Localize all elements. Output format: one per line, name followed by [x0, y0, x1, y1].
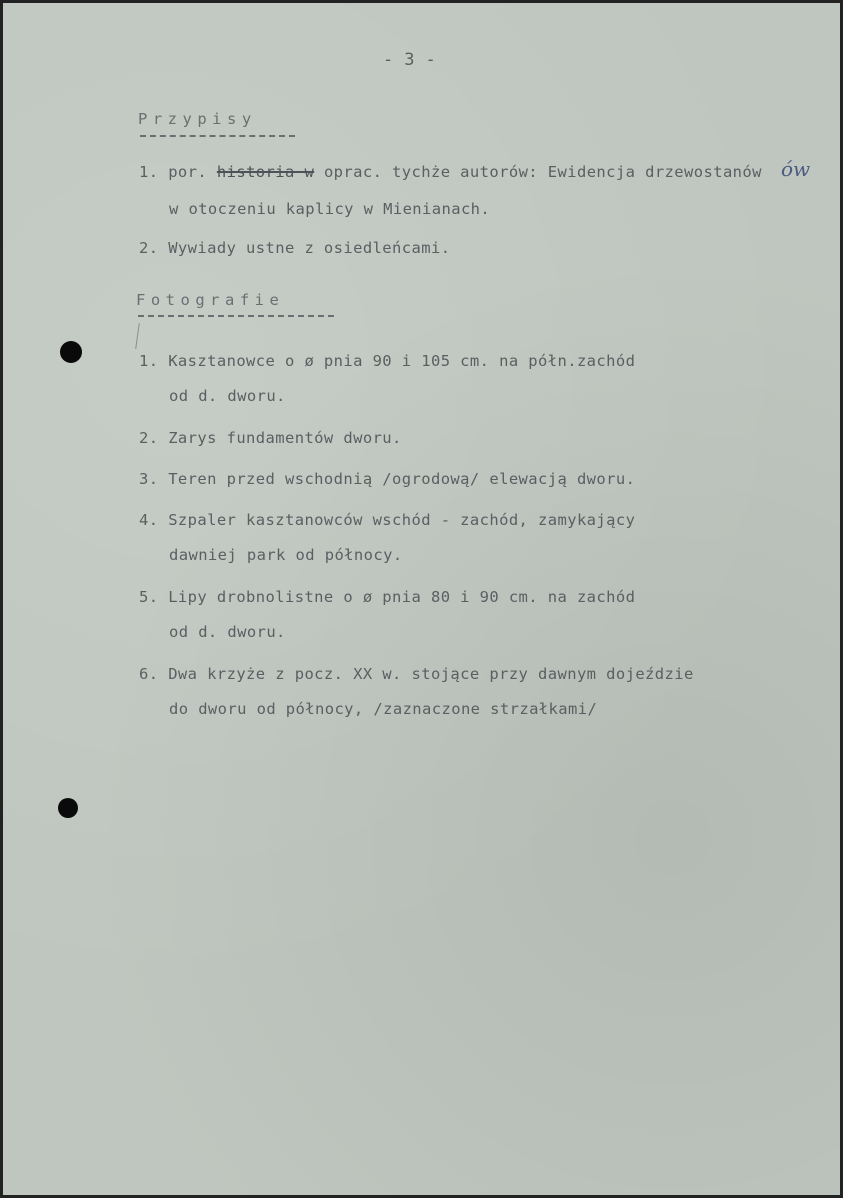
photo-caption-4-line-2: dawniej park od północy.	[169, 546, 403, 564]
footnote-prefix: por.	[168, 163, 208, 181]
footnote-number: 2.	[139, 239, 159, 257]
caption-number: 1.	[139, 352, 159, 370]
caption-number: 2.	[139, 429, 159, 447]
photo-caption-3	[139, 470, 635, 488]
photo-caption-1-line-2: od d. dworu.	[169, 387, 286, 405]
photo-caption-5-line-2: od d. dworu.	[169, 623, 286, 641]
pencil-mark	[135, 323, 140, 349]
handwritten-correction: ów	[781, 157, 811, 181]
struck-text: historia w	[216, 163, 315, 181]
caption-text: Lipy drobnolistne o ø pnia 80 i 90 cm. na zachód	[168, 588, 636, 606]
caption-number: 6.	[139, 665, 159, 683]
caption-text: Kasztanowce o ø pnia 90 i 105 cm. na półn.zachód	[168, 352, 636, 370]
footnote-2	[139, 239, 450, 257]
photo-caption-5-line-1	[139, 588, 635, 606]
footnote-text: oprac. tychże autorów: Ewidencja drzewostanów	[323, 163, 762, 181]
caption-number: 5.	[139, 588, 159, 606]
photo-caption-4-line-1	[139, 511, 635, 529]
punch-hole-bottom	[58, 798, 78, 818]
heading-underline	[138, 315, 334, 319]
photo-caption-1-line-1	[139, 352, 635, 370]
footnote-text: Wywiady ustne z osiedleńcami.	[168, 239, 451, 257]
section-heading-fotografie: Fotografie	[136, 291, 285, 309]
photo-caption-2	[139, 429, 402, 447]
caption-number: 4.	[139, 511, 159, 529]
caption-text: Zarys fundamentów dworu.	[168, 429, 402, 447]
section-heading-przypisy: Przypisy	[138, 110, 257, 128]
photo-caption-6-line-2: do dworu od północy, /zaznaczone strzałkami/	[169, 700, 598, 718]
caption-number: 3.	[139, 470, 159, 488]
page-number: - 3 -	[383, 50, 437, 70]
footnote-1-line-1	[139, 163, 762, 181]
document-page	[3, 3, 840, 1195]
caption-text: Teren przed wschodnią /ogrodową/ elewacją dworu.	[168, 470, 636, 488]
footnote-number: 1.	[139, 163, 159, 181]
caption-text: Dwa krzyże z pocz. XX w. stojące przy dawnym dojeździe	[168, 665, 694, 683]
heading-underline	[140, 135, 295, 139]
photo-caption-6-line-1	[139, 665, 694, 683]
punch-hole-top	[60, 341, 82, 363]
footnote-1-line-2: w otoczeniu kaplicy w Mienianach.	[169, 200, 491, 218]
caption-text: Szpaler kasztanowców wschód - zachód, zamykający	[168, 511, 636, 529]
